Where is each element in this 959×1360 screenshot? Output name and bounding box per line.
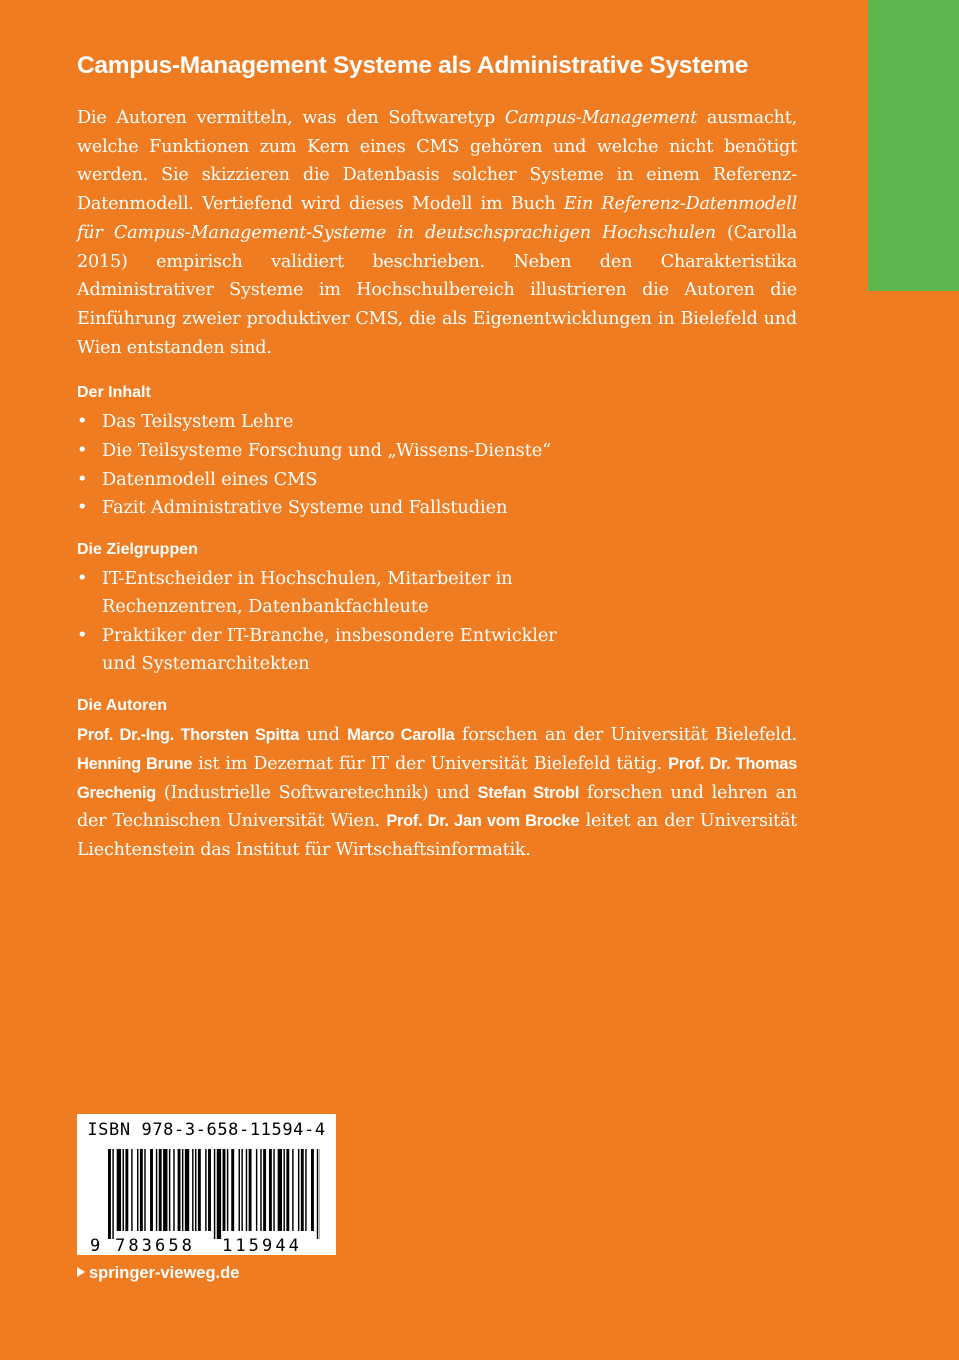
blurb-text-2: ausmacht, welche Funktionen zum Kern eines CMS gehören und welche nicht benötigt werden. Sie skizzieren die Datenbasis solcher Systeme in einem Referenz-Datenmodell. Vertiefend wird dieses Modell im Buch	[77, 108, 797, 215]
authors-text-part: ist im Dezernat für IT der Universität Bielefeld tätig.	[192, 753, 669, 774]
back-cover-text	[77, 48, 797, 865]
green-accent-tab	[868, 0, 959, 291]
blurb-italic-1: Campus-Management	[504, 108, 698, 128]
book-title: Campus-Management Systeme als Administrative Systeme	[77, 52, 749, 79]
zielgruppen-list	[77, 565, 577, 679]
blurb-text-3: (Carolla 2015) empirisch validiert beschrieben. Neben den Charakteristika Administrativer Systeme im Hochschulbereich illustrieren die Autoren die Einführung zweier produktiver CMS, die als Eigenentwicklungen in Bielefeld und Wien entstanden sind.	[77, 222, 797, 358]
list-item: • Praktiker der IT-Branche, insbesondere Entwickler und Systemarchitekten	[77, 622, 577, 679]
list-item: • Fazit Administrative Systeme und Fallstudien	[77, 494, 797, 523]
list-item: • Das Teilsystem Lehre	[77, 408, 797, 437]
arrow-right-icon	[77, 1267, 85, 1277]
blurb-italic-2: Ein Referenz-Datenmodell für Campus-Management-Systeme in deutschsprachigen Hochschulen	[77, 194, 797, 243]
website-link[interactable]	[77, 1262, 239, 1284]
section-autoren	[77, 695, 797, 865]
isbn-label: ISBN 978-3-658-11594-4	[87, 1120, 326, 1140]
authors-text-part: (Industrielle Softwaretechnik) und	[155, 782, 478, 803]
inhalt-list	[77, 408, 797, 522]
list-item: • IT-Entscheider in Hochschulen, Mitarbeiter in Rechenzentren, Datenbankfachleute	[77, 565, 577, 622]
website-text: springer-vieweg.de	[89, 1264, 240, 1282]
barcode-graphic	[108, 1149, 320, 1239]
isbn-digit-group-right: 115944	[222, 1236, 303, 1256]
blurb-text-1: Die Autoren vermitteln, was den Softwaretyp	[77, 108, 505, 128]
authors-text	[77, 721, 797, 865]
section-heading-zielgruppen: Die Zielgruppen	[77, 540, 198, 558]
authors-text-part: und	[298, 725, 348, 746]
author-name: Prof. Dr. Jan vom Brocke	[386, 812, 580, 831]
author-name: Prof. Dr. Thomas Grechenig	[77, 754, 797, 802]
author-name: Marco Carolla	[347, 726, 455, 745]
section-heading-autoren: Die Autoren	[77, 697, 168, 715]
authors-text-part: forschen an der Universität Bielefeld.	[454, 725, 797, 746]
isbn-barcode-box	[77, 1114, 336, 1255]
list-item: • Die Teilsysteme Forschung und „Wissens-Dienste“	[77, 437, 797, 466]
section-zielgruppen	[77, 539, 797, 679]
author-name: Stefan Strobl	[477, 783, 579, 802]
isbn-digit-first: 9	[90, 1236, 101, 1256]
authors-text-part: leitet an der Universität Liechtenstein das Institut für Wirtschaftsinformatik.	[77, 811, 797, 861]
section-heading-inhalt: Der Inhalt	[77, 384, 151, 402]
list-item: • Datenmodell eines CMS	[77, 466, 797, 495]
section-inhalt	[77, 382, 797, 522]
authors-text-part: forschen und lehren an der Technischen Universität Wien.	[77, 782, 797, 832]
author-name: Henning Brune	[77, 754, 193, 773]
book-description	[77, 104, 797, 362]
isbn-digit-group-left: 783658	[115, 1236, 196, 1256]
author-name: Prof. Dr.-Ing. Thorsten Spitta	[77, 726, 299, 745]
